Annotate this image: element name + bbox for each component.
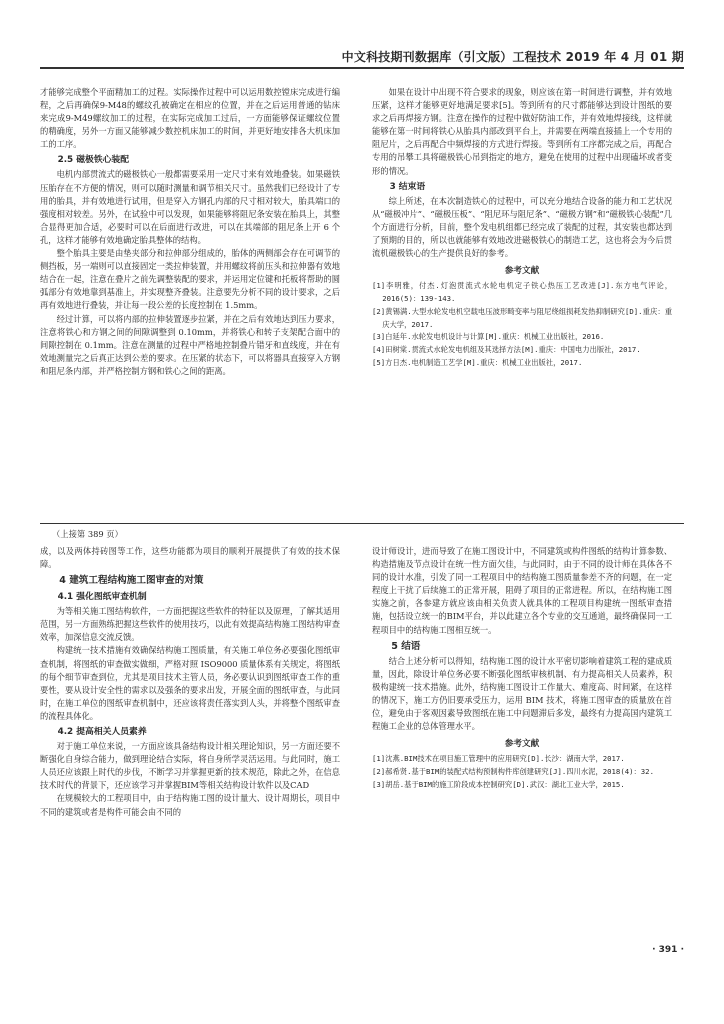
paragraph: 经过计算，可以将内部的拉伸装置逐步拉紧，并在之后有效地达到压力要求，注意将铁心和方钢之间的间隙调整到 0.10mm，并将铁心和转子支架配合面中的间隙控制在 0.1mm。注意在测量的过程中严格地控制叠片错牙和直线度，并在有效地测量完之后真正达到公差的要求。在压紧的状态下，可以将器具直接穿入方钢和阻尼条内部，并严格控制方钢和铁心之间的距离。	[40, 313, 340, 376]
reference-item: [2]黄锡满.大型水轮发电机空载电压波形畸变率与阻尼绕组损耗发热抑制研究[D].重庆：重庆大学，2017.	[372, 306, 672, 329]
paragraph: 如果在设计中出现不符合要求的现象，则应该在第一时间进行调整，并有效地压紧，这样才能够更好地满足要求[5]。等到所有的尺寸都能够达到设计图纸的要求之后再焊接方钢。注意在操作的过程中做好防油工作，并有效地焊接线，这样就能够在第一时间将铁心从胎具内部改到平台上，并需要在两端直接插上一个专用的阻尼片，之后再配合中频焊接的方式进行焊接。等到所有工序都完成之后，再配合专用的吊攀工具将磁极铁心吊到指定的地方，避免在使用的过程中出现磕坏或者变形的情况。	[372, 87, 672, 176]
lower-right-column	[372, 545, 672, 943]
paragraph: 设计师设计，进而导致了在施工图设计中，不同建筑或构件图纸的结构计算参数、构造措施及节点设计在统一性方面欠佳，与此同时，由于不同的设计师在具体各不同的设计水准，引发了同一工程项目中的结构施工图质量参差不齐的问题，在一定程度上干扰了后续施工的正常开展，阻碍了项目的正常进程。所以，在结构施工图实施之前，各参建方就应该由相关负责人就具体的工程项目构建统一图纸审查措施，包括设立统一的BIM平台，并以此建立各个专业的交互通道，最终确保同一工程项目中的结构施工图相互统一。	[372, 546, 672, 635]
paragraph: 整个胎具主要是由垫夹部分和拉伸部分组成的，胎体的两侧部会存在可调节的侧挡板，另一端则可以直接固定一类拉伸装置，并用螺纹将前压头和拉伸器有效地结合在一起，注意在叠片之前先调整装配的要求，并运用定位键和托板将帮助的圆弧部分有效地靠到基准上，并实现整齐叠装。注意要先分析不同的设计要求，之后再有效地进行叠装，并让每一段公差的长度控制在 1.5mm。	[40, 248, 340, 311]
paragraph: 构建统一技术措施有效确保结构施工图质量，有关施工单位务必要强化图纸审查机制，将图纸的审查做实做细，严格对照 ISO9000 质量体系有关规定，将图纸的每个细节审查到位，尤其是项目技术主管人员，务必要认识到图纸审查工作的重要性，要从设计安全性的需求以及强条的要求出发，开展全面的图纸审查，与此同时，在施工单位的图纸审查机制中，还应该将责任落实到人头，并将整个图纸审查的流程具体化。	[40, 645, 340, 721]
reference-item: [5]方日杰.电机制造工艺学[M].重庆：机械工业出版社，2017.	[372, 357, 583, 367]
reference-item: [2]郝希贤.基于BIM的装配式结构预制构件库创建研究[J].四川水泥，2018(4)：32.	[372, 767, 654, 777]
paragraph: 综上所述，在本次制造铁心的过程中，可以充分地结合设备的能力和工艺状况从“磁极冲片”、“磁极压板”、“阻尼环与阻尼条”、“磁极方钢”和“磁极铁心装配”几个方面进行分析，目前，整个发电机组都已经完成了装配的过程，其安装也都达到了预期的目的，所以也就能够有效地改进磁极铁心的制造工艺，这也将会为今后贯流机磁极铁心的生产提供良好的参考。	[372, 195, 672, 259]
paragraph: 电机内部贯流式的磁极铁心一般都需要采用一定尺寸来有效地叠装。如果磁铁压胎存在不方便的情况，则可以随时测量和调节相关尺寸。虽然我们已经设计了专用的胎具，并有效地进行试用，但是穿入方钢孔内部的尺寸相对较大，胎具端口的强度相对较差。另外，在试验中可以发现，如果能够将阻尼条安装在胎具上，其整合显得更加合适，必要时可以在后面进行改进，可以在其端部的阻尼条上开 6 个孔，这样才能够有效地确定胎具整体的结构。	[40, 169, 340, 245]
reference-item: [4]田树棠.贯流式水轮发电机组及其选择方法[M].重庆：中国电力出版社，2017.	[372, 345, 641, 355]
paragraph: 才能够完成整个平面精加工的过程。实际操作过程中可以运用数控镗床完成进行编程，之后再确保9-M48的螺纹孔被确定在相应的位置，并在之后运用普通的钻床来完成9-M49螺纹加工的过程，在实际完成加工过后，一方面能够保证螺纹位置的精确度，另外一方面又能够减少数控机床加工的时间，并更好地安排各大机床加工的工序。	[40, 87, 340, 150]
upper-left-column	[40, 86, 340, 518]
reference-item: [1]沈燕.BIM技术在项目施工管理中的应用研究[D].长沙：湖南大学，2017.	[372, 754, 625, 764]
section-heading-4: 4 建筑工程结构施工图审查的对策	[59, 575, 204, 587]
reference-item: [3]白延年.水轮发电机设计与计算[M].重庆：机械工业出版社，2016.	[372, 332, 605, 342]
section-heading-3: 3 结束语	[389, 181, 426, 192]
reference-item: [3]胡岳.基于BIM的施工阶段成本控制研究[D].武汉：湖北工业大学，2015.	[372, 779, 625, 789]
journal-title: 中文科技期刊数据库（引文版）工程技术 2019 年 4 月 01 期	[341, 50, 684, 64]
paragraph: 对于施工单位来说，一方面应该具备结构设计相关理论知识，另一方面还要不断强化自身综合能力，做到理论结合实际，将自身所学灵活运用。与此同时，施工人员还应该跟上时代的步伐，不断学习并掌握更新的技术规范，除此之外，在信息技术时代的背景下，还应该学习并掌握BIM等相关结构设计软件以及CAD	[40, 741, 340, 791]
section-heading-4-2: 4.2 提高相关人员素养	[57, 727, 147, 738]
lower-left-column	[40, 545, 340, 943]
references-title: 参考文献	[504, 266, 540, 277]
paragraph: 成，以及两体持砖图等工作，这些功能都为项目的顺利开展提供了有效的技术保障。	[40, 546, 340, 570]
section-heading-5: 5 结语	[391, 640, 421, 652]
page-header	[40, 40, 684, 70]
article-divider	[40, 523, 684, 524]
paragraph: 结合上述分析可以得知，结构施工图的设计水平密切影响着建筑工程的建成质量，因此，除设计单位务必要不断强化图纸审核机制、有力提高相关人员素养，积极构建统一技术措施。此外，结构施工图设计工作量大、难度高、时间紧，在这样的情况下，施工方仍旧要承受压力，运用 BIM 技术，将施工图审查的质量放在首位，避免由于客观因素导致图纸在施工中问题滞后多发，最终有力提高国内建筑工程施工企业的总体管理水平。	[372, 655, 672, 732]
paragraph: 为等相关施工图结构软件，一方面把握这些软件的特征以及原理，了解其适用范围，另一方面熟练把握这些软件的使用技巧，以此有效提高结构施工图结构审查效率，加深信息交流反馈。	[40, 606, 340, 643]
upper-right-column	[372, 86, 672, 518]
section-heading-2-5: 2.5 磁极铁心装配	[57, 155, 130, 166]
page-number: · 391 ·	[652, 945, 684, 955]
reference-item: [1]李明雅，付杰.灯泡贯流式水轮电机定子铁心热压工艺改进[J].东方电气评论，2016(5)：139-143.	[372, 281, 672, 303]
section-heading-4-1: 4.1 强化图纸审查机制	[57, 592, 147, 603]
paragraph: 在规模较大的工程项目中，由于结构施工图的设计量大、设计周期长，项目中不同的建筑或者是构件可能会由不同的	[40, 793, 340, 817]
continued-note: （上接第 389 页）	[52, 529, 123, 539]
references-title: 参考文献	[504, 739, 540, 750]
header-rule	[40, 67, 684, 69]
